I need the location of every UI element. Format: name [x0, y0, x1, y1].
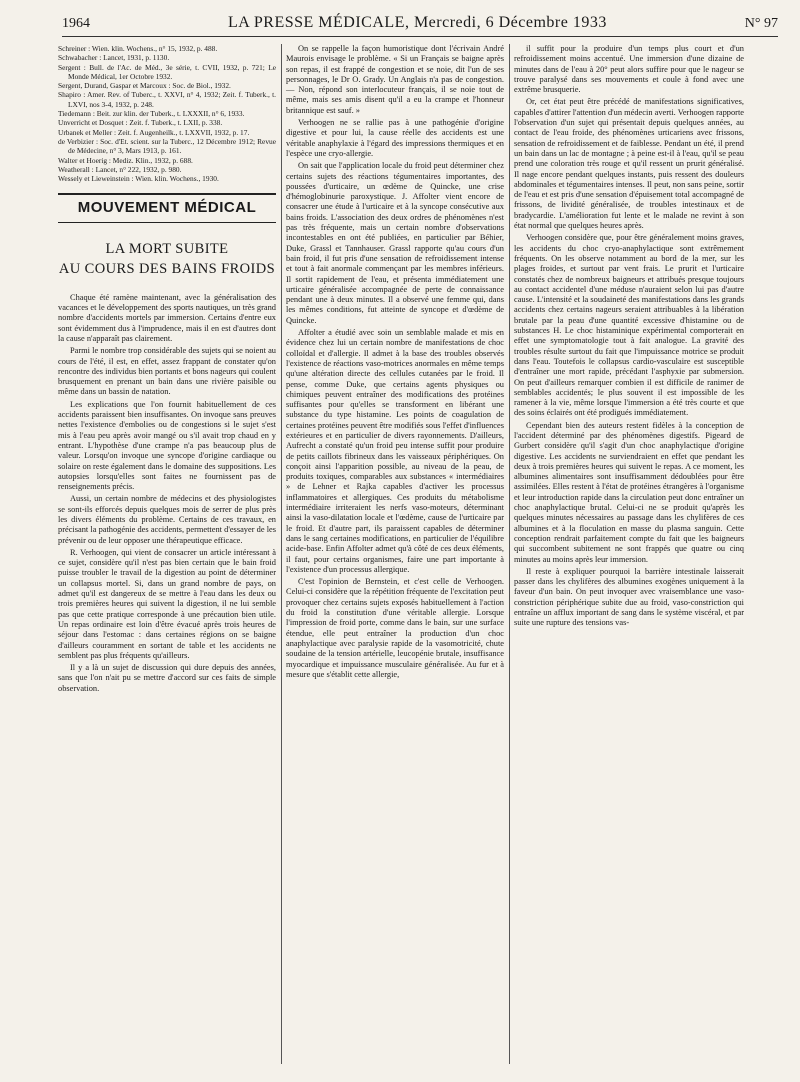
paragraph: Il y a là un sujet de discussion qui dure depuis des années, sans que l'on n'ait pu se mettre d'accord sur ces faits de simple observation. — [58, 663, 276, 693]
column-rule — [281, 44, 282, 1064]
paragraph: Verhoogen ne se rallie pas à une pathogénie d'origine digestive et pour lui, la cause réelle des accidents est une véritable anaphylaxie à l'égard des impressions thermiques et en l'espèce une cryo-allergie. — [286, 118, 504, 158]
journal-title: LA PRESSE MÉDICALE, Mercredi, 6 Décembre 1933 — [227, 14, 607, 31]
reference-item: Schreiner : Wien. klin. Wochens., n° 15, 1932, p. 488. — [58, 44, 218, 53]
reference-list — [58, 44, 276, 183]
reference-item: Weatherall : Lancet, n° 222, 1932, p. 980. — [58, 164, 182, 174]
reference-item: Unverricht et Dosquet : Zeit. f. Tuberk., t. LXII, p. 338. — [58, 118, 223, 128]
paragraph: Verhoogen considère que, pour être généralement moins graves, les accidents du choc cryo-anaphylactique sont extrêmement fréquents. On les observe notamment au bord de la mer, sur les plages froides, et surtout par vent frais. Le prurit et l'urticaire constatés chez de nombreux baigneurs et attribués presque toujours au contact accidentel d'une méduse n'auraient selon lui pas d'autre cause. L'intensité et la soudaineté des manifestations dans les grands accidents chez certains nageurs seraient attribuables à la libération brutale par la peau d'une quantité excessive d'histamine ou de substances H. Le choc histaminique expérimental comporterait en effet une symptomatologie tout à fait analogue. La gravité des troubles résulte surtout du fait que l'impuissance motrice se produit dans l'eau. Toutefois le collapsus cardio-vasculaire est susceptible d'entraîner une mort rapide, précédant l'asphyxie par submersion. On peut d'ailleurs remarquer combien il est difficile de ranimer de semblables accidentés; le plus souvent il est impossible de les ramener à la vie, même lorsque l'immersion a été très courte et que des soins éclairés ont été prodigués immédiatement. — [514, 233, 744, 418]
reference-item: Tiedemann : Beit. zur klin. der Tuberk., t. LXXXII, n° 6, 1933. — [58, 109, 245, 119]
paragraph: Parmi le nombre trop considérable des sujets qui se noient au cours de l'été, il est, en effet, assez frappant de constater qu'on rencontre des individus bien portants et bons nageurs qui coulent brusquement en prenant un bain dans une rivière paisible ou même dans un bassin de natation. — [58, 346, 276, 397]
section-banner: MOUVEMENT MÉDICAL — [58, 193, 276, 222]
paragraph: R. Verhoogen, qui vient de consacrer un article intéressant à ce sujet, considère qu'il n'est pas bien certain que le bain froid puisse troubler le travail de la digestion au point de déterminer un collapsus mortel. Si, dans un grand nombre de pays, on admet qu'il est dangereux de se mettre à l'eau dans les deux ou trois premières heures qui suivent la digestion, il ne lui semble pas que cette pratique corresponde à une précaution bien utile. Un repas ordinaire est loin d'être évacué après trois heures de séjour dans l'estomac : dans certaines régions on se baigne d'ailleurs couramment en sortant de table et les accidents ne semblent pas plus fréquents qu'ailleurs. — [58, 547, 276, 660]
column-rule — [509, 44, 510, 1064]
reference-item: Walter et Hoerig : Mediz. Klin., 1932, p. 688. — [58, 155, 193, 165]
column-1 — [58, 44, 276, 694]
reference-item: Sergent, Durand, Gaspar et Marcoux : Soc. de Biol., 1932. — [58, 81, 231, 91]
paragraph: il suffit pour la produire d'un temps plus court et d'un refroidissement moins accentué. Une immersion d'une dizaine de minutes dans de l'eau à 20° peut alors suffire pour que le nageur se trouve paralysé dans ses mouvements et coule à fond avec une extrême brusquerie. — [514, 44, 744, 95]
paragraph: Il reste à expliquer pourquoi la barrière intestinale laisserait passer dans les chylifères des albumines exogènes uniquement à la faveur d'un bain. On peut invoquer avec vraisemblance une vaso-constriction périphérique subite due au froid, vaso-constriction qui entraîne un afflux important de sang dans le système viscéral, et par suite une rupture des tensions vas- — [514, 566, 744, 628]
paragraph: Affolter a étudié avec soin un semblable malade et mis en évidence chez lui un certain nombre de manifestations de choc colloïdal et d'allergie. Il admet à la base des troubles observés l'existence de réactions vaso-motrices anormales en même temps qu'une altération directe des cellules cutanées par le froid. Il pense, comme Duke, que certains agents physiques ou chimiques peuvent entraîner des modifications des protéines suffisantes pour qu'elles se transforment en libérant une substance du type histamine. Les points de coagulation de certaines protéines peuvent être modifiés sous l'effet d'influences extérieures et en particulier de divers rayonnements. D'ailleurs, Aufrecht a constaté qu'un froid peu intense suffit pour produire de petits caillots fibrineux dans les vaisseaux périphériques. On conçoit ainsi l'apparition possible, au niveau de la peau, de produits toxiques, comparables aux substances « intermédiaires » de Lehner et Rajka capables d'activer les processus inflammatoires et allergiques. Ces produits du métabolisme intermédiaire irriteraient les nerfs vaso-moteurs, déterminant ainsi la vaso-dilatation locale et l'œdème, cause de l'urticaire par le froid. Et d'autre part, ils paraissent capables de déterminer dans le sang certaines modifications, en particulier de l'équilibre acide-base. Enfin Affolter admet qu'à côté de ces deux éléments, il faut, pour certains organismes, faire une part importante à l'existence d'un processus allergique. — [286, 328, 504, 574]
column-2 — [286, 44, 504, 680]
page-number: 1964 — [62, 16, 90, 31]
paragraph: Les explications que l'on fournit habituellement de ces accidents paraissent bien insuffisantes. On invoque sans preuves nettes l'existence d'embolies ou de congestions si le sujet s'est mis à l'eau peu après avoir mangé ou s'il avait trop chaud en y entrant. L'hypothèse d'une crampe n'a pas beaucoup plus de valeur. Lorsqu'on invoque une syncope d'origine cardiaque ou solaire on reste également dans le domaine des suppositions. Les autopsies lorsqu'elles sont faites ne fournissent pas de renseignements précis. — [58, 399, 276, 492]
paragraph: C'est l'opinion de Bernstein, et c'est celle de Verhoogen. Celui-ci considère que la répétition fréquente de l'excitation peut provoquer chez certains sujets exposés habituellement à l'action du froid la constitution d'une véritable allergie. Lorsque l'impression de froid porte, comme dans le bain, sur une surface étendue, elle peut entraîner la production d'un choc anaphylactique avec paralysie rapide de la vasomotricité, chute soudaine de la tension artérielle, leucopénie brutale, insuffisance myocardique et impuissance musculaire généralisée. Au fur et à mesure que s'établit cette allergie, — [286, 577, 504, 679]
paragraph: On sait que l'application locale du froid peut déterminer chez certains sujets des réactions tégumentaires importantes, des poussées d'urticaire, un œdème de Quincke, une crise d'hémoglobinurie paroxystique. J. Affolter vient encore de consacrer une étude à l'urticaire et à la syncope consécutive aux bains froids. L'association des deux ordres de phénomènes n'est pas très fréquente, mais un certain nombre d'observations incontestables en ont été publiées, en particulier par Béhier, Duke, Grassl et Tannhauser. Grassl rapporte qu'au cours d'un bain froid, il fut pris d'une sensation de refroidissement intense et tout à fait anormale commençant par les membres inférieurs. Il sortit rapidement de l'eau, et présenta immédiatement une urticaire généralisée accompagnée de perte de connaissance pendant une à deux minutes. Il a observé une femme qui, dans les mêmes conditions, fut atteinte de syncope et d'œdème de Quincke. — [286, 161, 504, 325]
issue-number: N° 97 — [744, 16, 778, 31]
column-3 — [514, 44, 744, 629]
paragraph: On se rappelle la façon humoristique dont l'écrivain André Maurois envisage le problème. « Si un Français se baigne après son repas, il est frappé de congestion et se noie, dit l'un de ses personnages, le Dr O. Grady. Un Anglais n'a pas de congestion. — Non, répond son interlocuteur français, il se noie tout de même, mais ses amis disent qu'il a eu la crampe et l'honneur britannique est sauf. » — [286, 44, 504, 115]
reference-item: Schwabacher : Lancet, 1931, p. 1130. — [58, 53, 170, 63]
article-title-line: LA MORT SUBITE — [105, 240, 229, 257]
reference-item: Urbanek et Meller : Zeit. f. Augenheilk., t. LXXVII, 1932, p. 17. — [58, 127, 250, 137]
page-header — [62, 14, 778, 37]
reference-item: Shapiro : Amer. Rev. of Tuberc., t. XXVI, n° 4, 1932; Zeit. f. Tuberk., t. LXVI, nos 3-4, 1932, p. 248. — [58, 90, 276, 109]
paragraph: Or, cet état peut être précédé de manifestations significatives, capables d'attirer l'attention d'un médecin averti. Verhoogen rapporte l'observation d'un sujet qui présentait depuis quelques années, au contact de l'eau froide, des phénomènes urticariens avec frissons, sensation de refroidissement et de faiblesse. Pendant un été, il prend un bain dans un lac de montagne ; à peine est-il à l'eau, qu'il se peau prend une coloration très rouge et qu'il ressent un prurit généralisé. Il nage encore pendant quelques instants, puis ressent des douleurs abdominales et tégumentaires intenses. Il peut, non sans peine, sortir de l'eau et est pris d'une sensation d'épuisement total accompagné de frissons, de lividité généralisée, de troubles intestinaux et de bradycardie. L'amélioration fut lente et le malade ne revint à son état normal que quelques heures après. — [514, 97, 744, 231]
paragraph: Cependant bien des auteurs restent fidèles à la conception de l'accident déterminé par des phénomènes digestifs. Pigeard de Gurbert considère qu'il s'agit d'un choc anaphylactique d'origine digestive. Les accidents ne surviendraient en effet que pendant les deux à trois premières heures qui suivent le repas. A ce moment, les albumines alimentaires sont insuffisamment dédoublées pour être assimilées. Elles restent à l'état de protéines étrangères à l'organisme et leur introduction rapide dans la circulation peut donc entraîner un choc anaphylactique brutal. Celui-ci ne se produit qu'après les quelques minutes nécessaires au passage dans les chylifères de ces albumines et à la floculation en masse du plasma sanguin. Cette conception rendrait parfaitement compte du fait que les baigneurs qui succombent subitement ne sont frappés que quatre ou cinq minutes au moins après leur immersion. — [514, 420, 744, 564]
reference-item: Sergent : Bull. de l'Ac. de Méd., 3e série, t. CVII, 1932, p. 721; Le Monde Médical, 1er Octobre 1932. — [58, 62, 276, 81]
paragraph: Chaque été ramène maintenant, avec la généralisation des vacances et le développement des sports nautiques, un très grand nombre d'accidents mortels par immersion. Certains d'entre eux sont évidemment dus à l'imprudence, mais il en est d'autres dont la cause n'apparaît pas clairement. — [58, 292, 276, 343]
paragraph: Aussi, un certain nombre de médecins et des physiologistes se sont-ils efforcés depuis quelques mois de serrer de plus près les divers éléments du problème. Certains de ces travaux, en précisant la pathogénie des accidents, permettent d'essayer de les prévenir ou de leur opposer une thérapeutique efficace. — [58, 494, 276, 545]
article-title-line: AU COURS DES BAINS FROIDS — [58, 260, 276, 277]
article-title — [58, 239, 276, 279]
reference-item: Wessely et Lieweinstein : Wien. klin. Wochens., 1930. — [58, 174, 219, 184]
reference-item: de Verbizier : Soc. d'Et. scient. sur la Tuberc., 12 Décembre 1912; Revue de Médecine, n° 3, Mars 1913, p. 161. — [58, 136, 276, 156]
